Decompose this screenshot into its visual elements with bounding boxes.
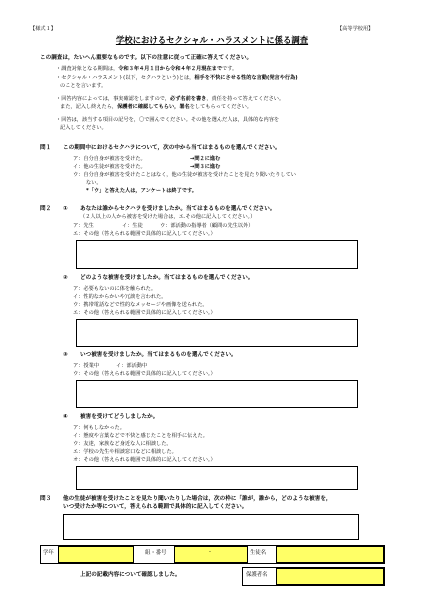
q2-3-option-b[interactable]: イ：部活動中 <box>116 363 148 369</box>
q2-4-option-d[interactable]: エ：学校の先生や相談窓口などに相談した。 <box>73 449 177 455</box>
q1-option-a[interactable]: ア：自分自身が被害を受けた。 <box>73 156 146 162</box>
q2-3-other-textbox[interactable] <box>76 380 358 408</box>
class-number-label: 組・番号 <box>145 550 167 556</box>
q2-2-option-c[interactable]: ウ：携帯電話などで性的なメッセージや画像を送られた。 <box>73 302 208 308</box>
q2-1-hint: （２人以上の人から被害を受けた場合は，エ.その他に記入してください。） <box>80 214 256 220</box>
q1-number: 問１ <box>40 145 52 151</box>
q2-number: 問２ <box>40 206 52 212</box>
q2-4-option-a[interactable]: ア：何もしなかった。 <box>73 425 125 431</box>
guardian-name-label: 保護者名 <box>246 572 268 578</box>
q2-1-option-b[interactable]: イ：生徒 <box>122 223 143 229</box>
q2-1-number: ① <box>63 206 68 212</box>
q2-2-number: ② <box>63 275 68 281</box>
q3-answer-textbox[interactable] <box>63 514 359 540</box>
q2-3-question: いつ被害を受けましたか。当てはまるものを選んでください。 <box>80 352 237 358</box>
class-number-separator: - <box>209 549 211 555</box>
page-title: 学校におけるセクシャル・ハラスメントに係る調査 <box>115 35 309 45</box>
intro-note-definition-cont: のことを言います。 <box>60 83 107 89</box>
q2-4-option-c[interactable]: ウ：友達，家族など身近な人に相談した。 <box>73 441 172 447</box>
grade-label: 学年 <box>43 550 54 556</box>
q1-end-note: *「ウ」と答えた人は，アンケートは終了です。 <box>86 188 197 194</box>
q2-4-other-textbox[interactable] <box>76 466 358 490</box>
guardian-name-field[interactable] <box>276 568 384 585</box>
q2-2-option-b[interactable]: イ：性的なからかいや冗談を言われた。 <box>73 294 167 300</box>
q2-1-question: あなたは誰からセクハラを受けましたか。当てはまるものを選んでください。 <box>80 206 276 212</box>
q1-option-b[interactable]: イ：他の生徒が被害を受けた。 <box>73 164 146 170</box>
q1-option-c[interactable]: ウ：自分自身が被害を受けたことはなく，他の生徒が被害を受けたことを見たり聞いたりしてい <box>73 172 296 178</box>
q2-1-option-a[interactable]: ア：先生 <box>73 223 94 229</box>
form-number: 【様式１】 <box>30 26 56 32</box>
q2-4-number: ④ <box>63 414 68 420</box>
class-number-field[interactable] <box>174 546 248 563</box>
intro-note-answer-cont: 記入してください。 <box>60 125 107 131</box>
intro-lead: この調査は，たいへん重要なものです。以下の注意に従って正確に答えてください。 <box>40 55 253 61</box>
q2-2-question: どのような被害を受けましたか。当てはまるものを選んでください。 <box>80 275 254 281</box>
q3-question-line2: いつ受けたか等について，答えられる範囲で具体的に記入してください。 <box>63 504 248 510</box>
q1-question: この期間中におけるセクハラについて，次の中から当てはまるものを選んでください。 <box>63 145 281 151</box>
q2-2-option-a[interactable]: ア：必要もないのに体を触られた。 <box>73 286 157 292</box>
q3-question-line1: 他の生徒が被害を受けたことを見たり聞いたりした場合は，次の枠に「誰が，誰から，どのような被害を， <box>63 496 332 502</box>
school-type: 【高等学校用】 <box>337 26 374 32</box>
q2-1-other-textbox[interactable] <box>76 240 358 269</box>
q2-1-option-e[interactable]: エ：その他（答えられる範囲で具体的に記入してください。） <box>73 231 216 237</box>
q2-4-option-e[interactable]: オ：その他（答えられる範囲で具体的に記入してください。） <box>73 457 216 463</box>
q2-2-option-d[interactable]: エ：その他（答えられる範囲で具体的に記入してください。） <box>73 310 216 316</box>
q2-2-other-textbox[interactable] <box>76 319 358 347</box>
q2-4-question: 被害を受けてどうしましたか。 <box>80 414 159 420</box>
grade-field[interactable] <box>58 546 134 563</box>
q1-option-a-goto: →問２に進む <box>190 156 221 162</box>
intro-note-name: ・回答内容によっては，事実確認をしますので，必ず名前を書き，責任を持って答えてください。 <box>56 96 285 102</box>
q1-option-c-cont: ない。 <box>86 180 102 186</box>
q3-number: 問３ <box>40 496 52 502</box>
student-name-label: 生徒名 <box>250 550 267 556</box>
student-name-field[interactable] <box>276 546 384 563</box>
q2-1-option-c[interactable]: ウ：部活動の指導者（顧問の先生以外） <box>160 223 254 229</box>
q2-3-option-c[interactable]: ウ：その他（答えられる範囲で具体的に記入してください。） <box>73 371 216 377</box>
guardian-confirm-text: 上記の記載内容について確認しました。 <box>80 572 181 578</box>
intro-note-answer: ・回答は，該当する項目の記号を，〇で囲んでください。その他を選んだ人は，具体的な内容を <box>56 117 280 123</box>
q2-4-option-b[interactable]: イ：態度や言葉などで不快と感じたことを相手に伝えた。 <box>73 433 208 439</box>
intro-note-period: ・調査対象となる期間は，令和３年４月１日から令和４年２月現在までです。 <box>56 66 238 72</box>
intro-note-guardian: また，記入し終えたら，保護者に確認してもらい，署名をしてもらってください。 <box>60 104 252 110</box>
q2-3-number: ③ <box>63 352 68 358</box>
intro-note-definition: ・セクシャル・ハラスメント(以下，セクハラという)とは，相手を不快にさせる性的な言動(発言や行為) <box>56 75 298 81</box>
q1-option-b-goto: →問３に進む <box>190 164 221 170</box>
q2-3-option-a[interactable]: ア：授業中 <box>73 363 99 369</box>
